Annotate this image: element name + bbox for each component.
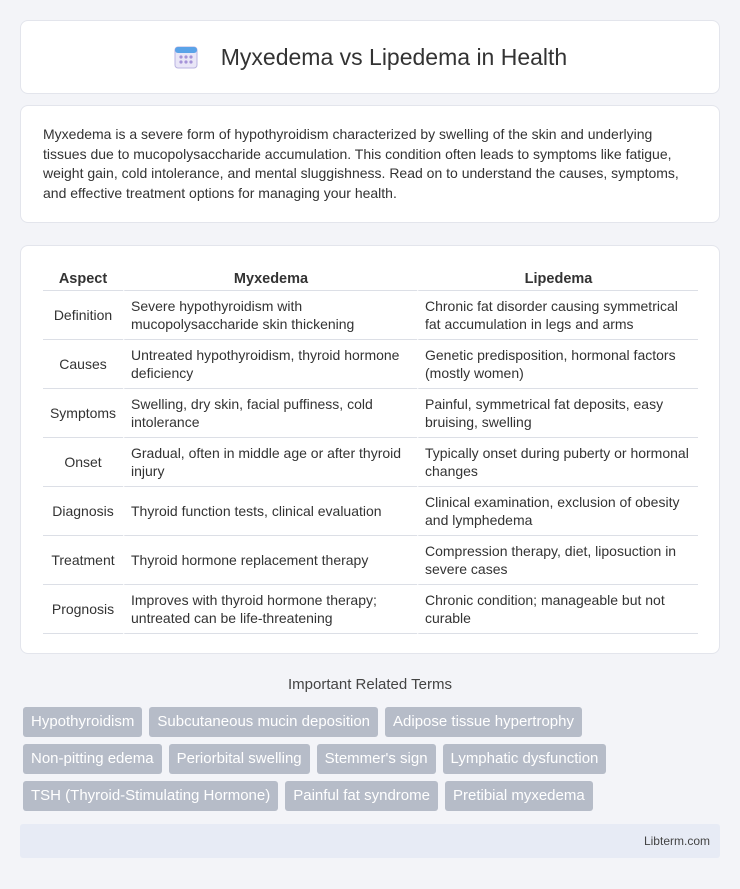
related-term-tag[interactable]: Subcutaneous mucin deposition [149,707,378,737]
table-cell-aspect: Symptoms [43,389,123,438]
table-cell-myxedema: Thyroid function tests, clinical evaluation [123,487,417,536]
table-cell-myxedema: Improves with thyroid hormone therapy; untreated can be life-threatening [123,585,417,634]
intro-text: Myxedema is a severe form of hypothyroidism characterized by swelling of the skin and underlying tissues due to mucopolysaccharide accumulation. This condition often leads to symptoms like fatigue, weight gain, cold intolerance, and mental sluggishness. Read on to understand the causes, symptoms, and effective treatment options for managing your health. [43,126,679,201]
calendar-icon [173,44,199,70]
related-term-tag[interactable]: Lymphatic dysfunction [443,744,607,774]
table-row [43,585,698,634]
table-cell-lipedema: Chronic condition; manageable but not curable [417,585,698,634]
related-term-tag[interactable]: Stemmer's sign [317,744,436,774]
intro-card [20,105,720,223]
table-row [43,340,698,389]
table-cell-aspect: Prognosis [43,585,123,634]
table-cell-myxedema: Thyroid hormone replacement therapy [123,536,417,585]
page-title: Myxedema vs Lipedema in Health [220,43,568,70]
table-cell-aspect: Causes [43,340,123,389]
table-cell-lipedema: Compression therapy, diet, liposuction in severe cases [417,536,698,585]
related-term-tag[interactable]: Painful fat syndrome [285,781,438,811]
table-header-row [43,266,698,291]
column-header-lipedema: Lipedema [417,266,698,291]
footer-site-link[interactable]: Libterm.com [643,834,710,848]
comparison-table [43,266,698,634]
header-card [20,20,720,94]
related-term-tag[interactable]: Non-pitting edema [23,744,162,774]
footer [20,824,720,858]
table-cell-lipedema: Typically onset during puberty or hormonal changes [417,438,698,487]
table-cell-myxedema: Swelling, dry skin, facial puffiness, cold intolerance [123,389,417,438]
table-cell-aspect: Treatment [43,536,123,585]
related-term-tag[interactable]: Pretibial myxedema [445,781,593,811]
related-term-tag[interactable]: Adipose tissue hypertrophy [385,707,582,737]
related-term-tag[interactable]: Periorbital swelling [169,744,310,774]
table-row [43,389,698,438]
table-cell-lipedema: Clinical examination, exclusion of obesity and lymphedema [417,487,698,536]
table-row [43,487,698,536]
table-row [43,438,698,487]
column-header-myxedema: Myxedema [123,266,417,291]
table-row [43,291,698,340]
table-cell-myxedema: Untreated hypothyroidism, thyroid hormone deficiency [123,340,417,389]
table-cell-lipedema: Chronic fat disorder causing symmetrical fat accumulation in legs and arms [417,291,698,340]
table-cell-aspect: Onset [43,438,123,487]
table-cell-myxedema: Gradual, often in middle age or after thyroid injury [123,438,417,487]
table-cell-aspect: Diagnosis [43,487,123,536]
table-cell-aspect: Definition [43,291,123,340]
table-row [43,536,698,585]
related-terms-title: Important Related Terms [288,676,452,693]
related-term-tag[interactable]: Hypothyroidism [23,707,142,737]
table-cell-lipedema: Painful, symmetrical fat deposits, easy bruising, swelling [417,389,698,438]
comparison-table-card [20,245,720,654]
related-terms-list [23,707,723,818]
related-term-tag[interactable]: TSH (Thyroid-Stimulating Hormone) [23,781,278,811]
column-header-aspect: Aspect [43,266,123,291]
table-cell-myxedema: Severe hypothyroidism with mucopolysaccharide skin thickening [123,291,417,340]
table-cell-lipedema: Genetic predisposition, hormonal factors (mostly women) [417,340,698,389]
